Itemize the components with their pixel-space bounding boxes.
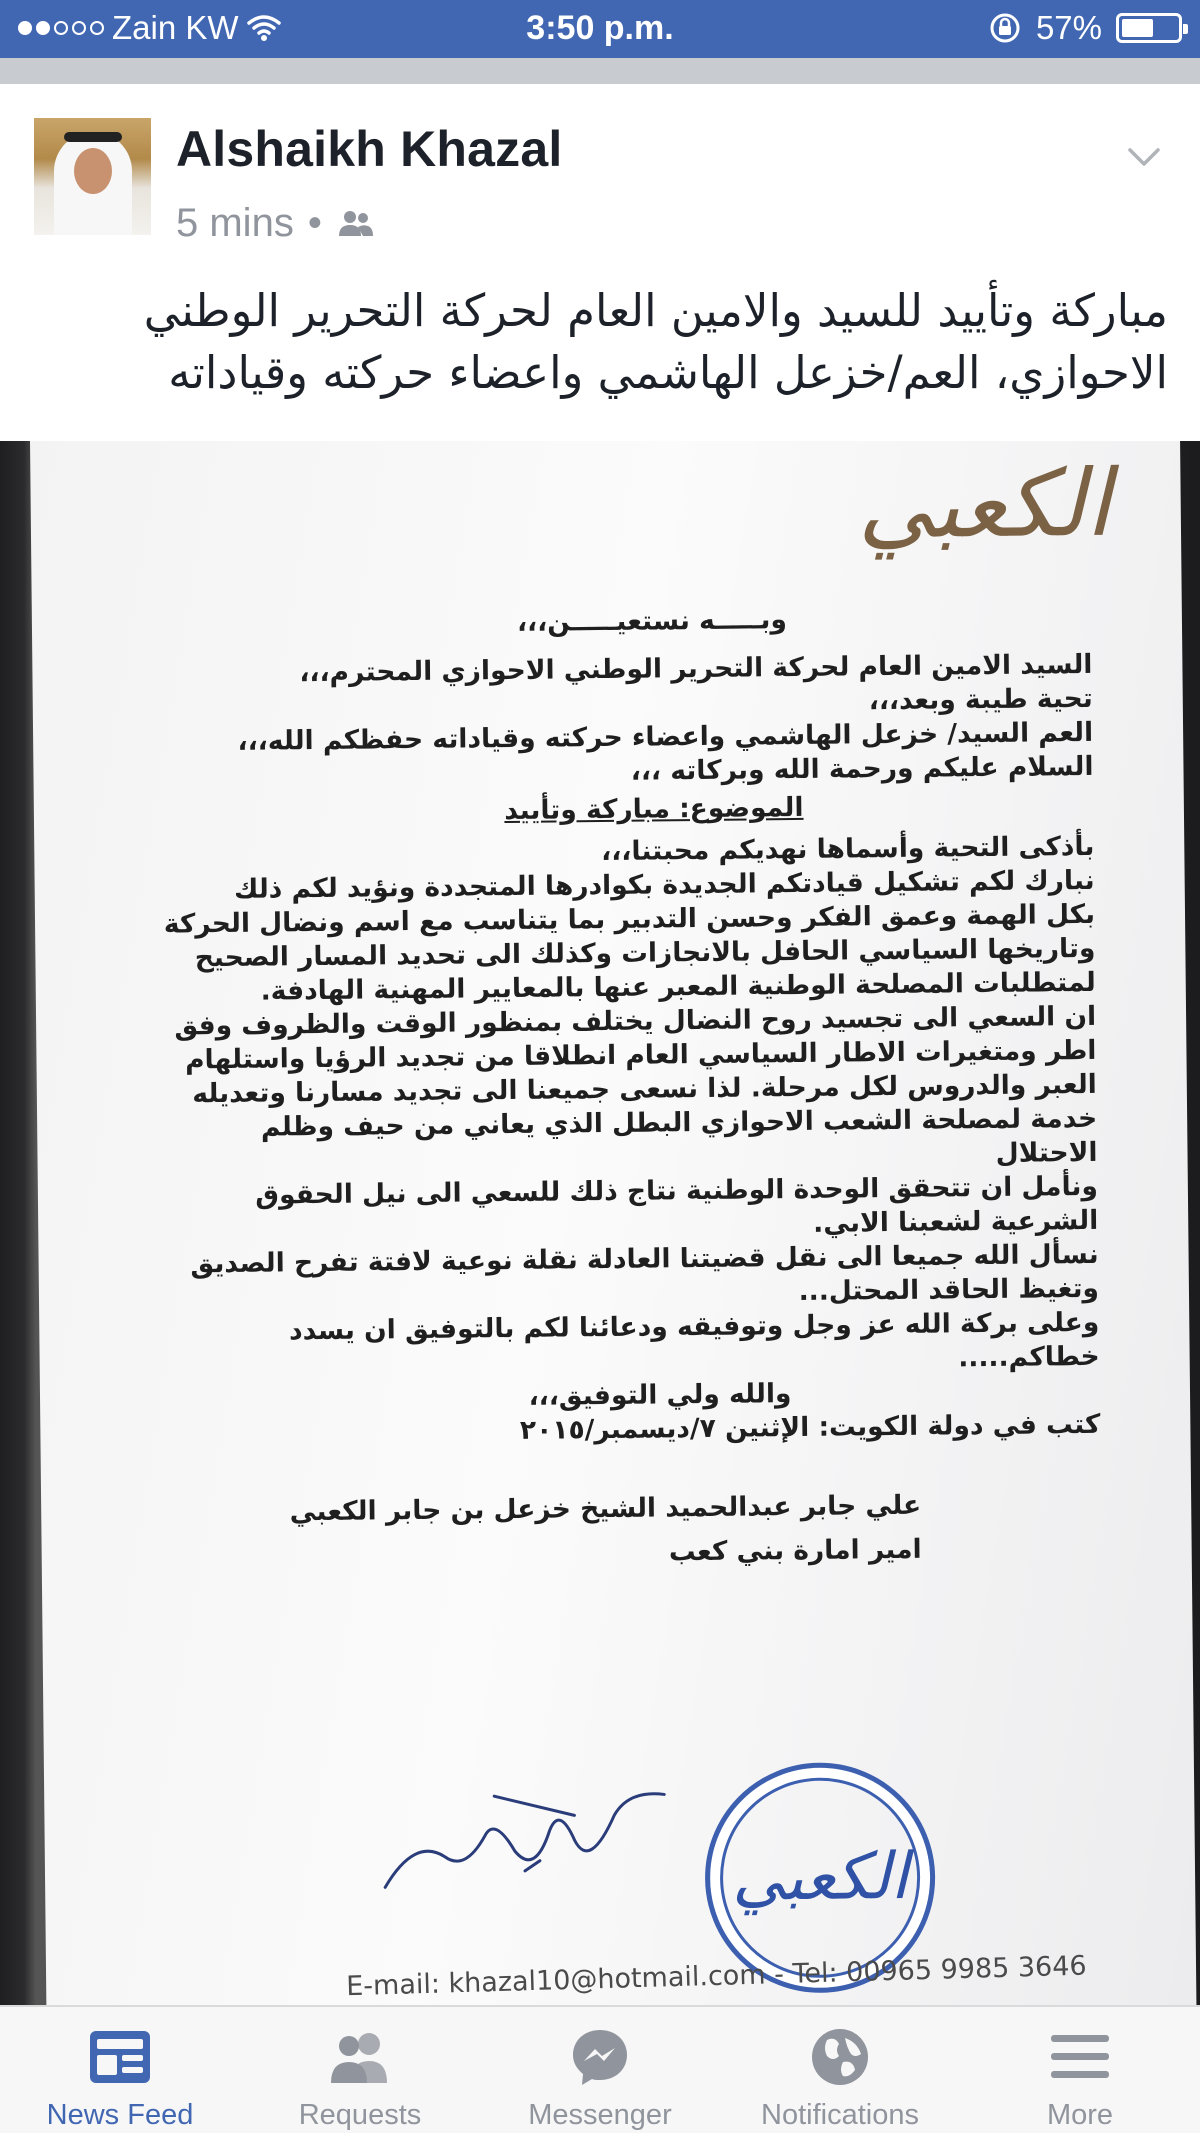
letter-line: الاحتلال [995, 1136, 1098, 1169]
signer-title: امير امارة بني كعب [668, 1533, 922, 1568]
letter-line: بأذكى التحية وأسماها نهديكم محبتنا،،، [601, 830, 1095, 868]
meta-separator: • [307, 201, 322, 245]
letter-line: وتغيظ الحاقد المحتل... [798, 1272, 1100, 1307]
letterhead-logo: الكعبي [856, 449, 1112, 560]
battery-icon [1116, 13, 1182, 43]
carrier-info [18, 9, 281, 47]
tab-notifications[interactable] [720, 2007, 960, 2133]
signer-block [221, 1482, 1102, 1579]
letter-line: السيد الامين العام لحركة التحرير الوطني الاحوازي المحترم،،، [299, 648, 1093, 689]
letter-line: العبر والدروس لكل مرحلة. لذا نسعى جميعنا الى تجديد مسارنا وتعديله [192, 1068, 1097, 1110]
tab-label: Messenger [528, 2099, 672, 2131]
post-timestamp[interactable]: 5 mins [176, 201, 294, 245]
author-avatar[interactable] [34, 118, 151, 235]
author-name[interactable]: Alshaikh Khazal [176, 121, 563, 177]
tab-news-feed[interactable] [0, 2007, 240, 2133]
letter-line: السلام عليكم ورحمة الله وبركاته ،،، [630, 750, 1094, 787]
post-card [0, 84, 1200, 441]
status-right [988, 9, 1182, 47]
tab-label: News Feed [46, 2099, 194, 2131]
more-icon [1049, 2031, 1111, 2083]
letter-line: تحية طيبة وبعد،،، [868, 682, 1093, 717]
letter-footer-contact: E-mail: khazal10@hotmail.com - Tel: 00965 9985 3646 [345, 1950, 1088, 2003]
letter-line: الشرعية لشعبنا الابي. [813, 1204, 1099, 1239]
battery-level-fill [1122, 19, 1153, 37]
handwritten-signature [374, 1774, 675, 1897]
letter-line: العم السيد/ خزعل الهاشمي واعضاء حركته وقياداته حفظكم الله،،، [237, 716, 1094, 757]
clock: 3:50 p.m. [526, 9, 674, 47]
tab-messenger[interactable] [480, 2007, 720, 2133]
tab-more[interactable] [960, 2007, 1200, 2133]
post-photo[interactable] [0, 441, 1200, 2005]
friends-icon[interactable] [336, 208, 376, 240]
letter-line: وعلى بركة الله عز وجل وتوفيقه ودعائنا لكم بالتوفيق ان يسدد [288, 1306, 1100, 1347]
letter-line: اطر ومتغيرات الاطار السياسي العام انطلاقا من تجديد الرؤيا واستلهام [184, 1034, 1097, 1076]
post-meta [176, 201, 376, 246]
letter-line: خدمة لمصلحة الشعب الاحوازي البطل الذي يعاني من حيف وظلم [260, 1102, 1098, 1143]
carrier-name: Zain KW [112, 9, 239, 46]
tab-label: Notifications [761, 2099, 919, 2131]
messenger-icon [569, 2026, 631, 2088]
letter-closing: والله ولي التوفيق،،، [528, 1378, 792, 1412]
letter-line: ونأمل ان تتحقق الوحدة الوطنية نتاج ذلك للسعي الى نيل الحقوق [255, 1170, 1099, 1211]
tab-requests[interactable] [240, 2007, 480, 2133]
tab-label: Requests [298, 2099, 422, 2131]
letter-line: بكل الهمة وعمق الفكر وحسن التدبير بما يتناسب مع اسم ونضال الحركة [163, 898, 1096, 940]
wifi-icon [247, 14, 281, 42]
notifications-icon [809, 2026, 871, 2088]
requests-icon [325, 2029, 395, 2085]
letter-opening: وبـــــه نستعيـــــن،،، [516, 604, 787, 638]
signal-strength-icon [18, 21, 104, 35]
letter-line: وتاريخها السياسي الحافل بالانجازات وكذلك الى تحديد المسار الصحيح [194, 932, 1096, 974]
letter-body [163, 600, 1102, 1579]
feed-divider [0, 58, 1200, 84]
orientation-lock-icon [988, 11, 1022, 45]
post-text [68, 280, 1168, 404]
letter-line: ان السعي الى تجسيد روح النضال يختلف بمنظور الوقت والظروف وفق [174, 1000, 1097, 1042]
letter-line: نبارك لكم تشكيل قيادتكم الجديدة بكوادرها المتجددة ونؤيد لكم ذلك [233, 864, 1095, 905]
letter-date: كتب في دولة الكويت: الإثنين ٧/ديسمبر/٢٠١٥ [519, 1408, 1101, 1446]
letter-line: نسأل الله جميعا الى نقل قضيتنا العادلة نقلة نوعية لافتة تفرح الصديق [190, 1238, 1099, 1280]
signer-name: علي جابر عبدالحميد الشيخ خزعل بن جابر الكعبي [289, 1489, 922, 1528]
letter-line: خطاكم..... [958, 1340, 1100, 1374]
tab-label: More [1046, 2099, 1114, 2131]
battery-percent: 57% [1035, 9, 1102, 46]
letter-line: لمتطلبات المصلحة الوطنية المعبر عنها بالمعايير المهنية الهادفة. [260, 966, 1096, 1007]
official-stamp: الكعبي [704, 1762, 936, 1994]
post-text-line: مباركة وتأييد للسيد والامين العام لحركة التحرير الوطني [143, 284, 1168, 337]
post-text-line: الاحوازي، العم/خزعل الهاشمي واعضاء حركته وقياداته [168, 346, 1168, 399]
bottom-tab-bar [0, 2005, 1200, 2133]
letter-paper [30, 441, 1197, 2005]
post-options-chevron-icon[interactable] [1124, 136, 1164, 176]
news-feed-icon [87, 2028, 153, 2086]
status-bar [0, 0, 1200, 58]
letter-subject: الموضوع: مباركة وتأييد [504, 791, 804, 827]
